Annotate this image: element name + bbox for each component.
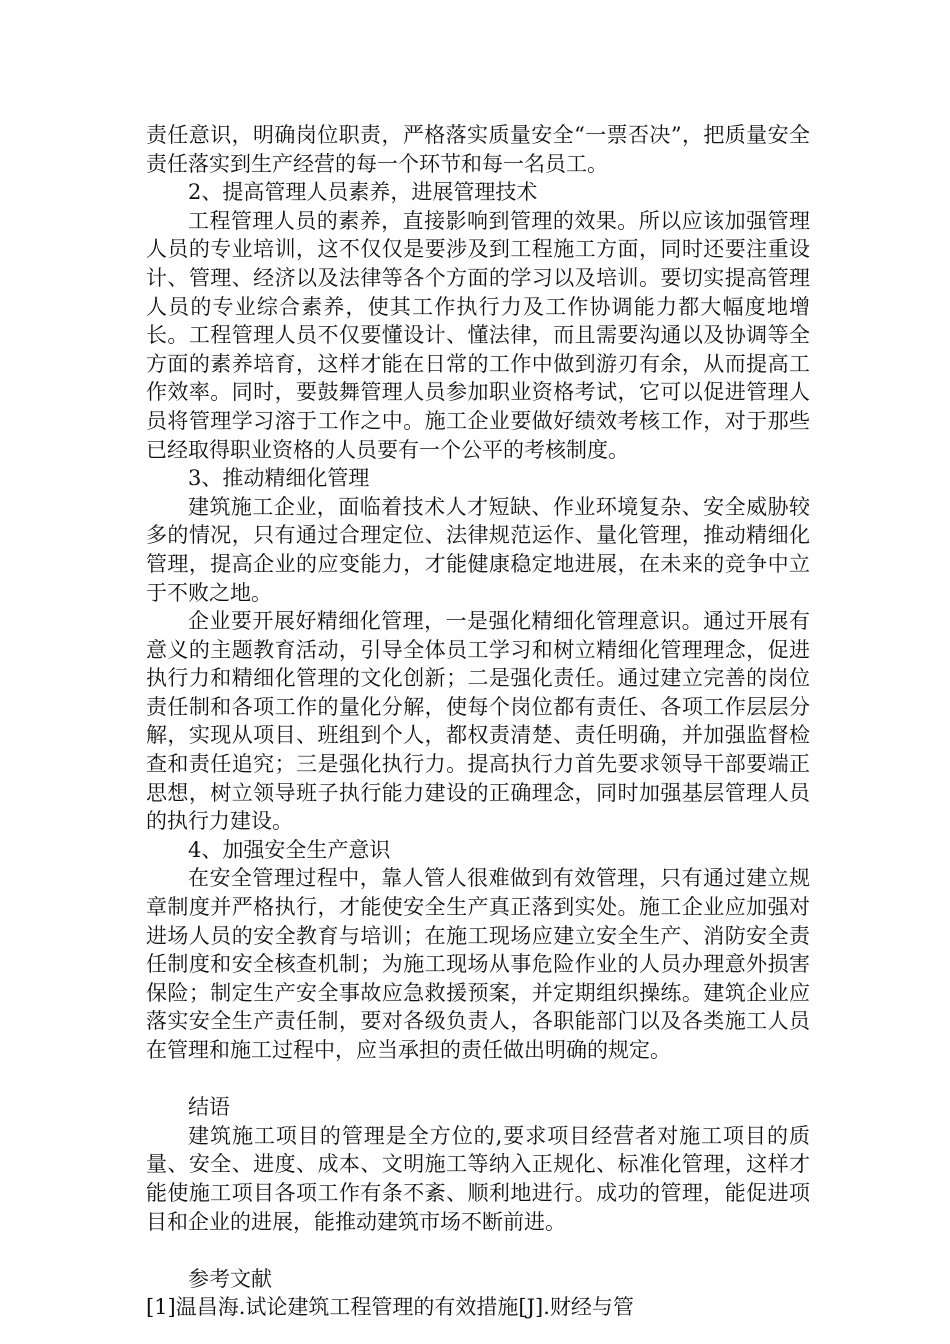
document-page [146,121,810,1322]
paragraph-safety: 在安全管理过程中，靠人管人很难做到有效管理，只有通过建立规章制度并严格执行，才能使安全生产真正落到实处。施工企业应加强对进场人员的安全教育与培训；在施工现场应建立安全生产、消防安全责任制度和安全核查机制；为施工现场从事危险作业的人员办理意外损害保险；制定生产安全事故应急救援预案，并定期组织操练。建筑企业应落实安全生产责任制，要对各级负责人，各职能部门以及各类施工人员在管理和施工过程中，应当承担的责任做出明确的规定。 [146,866,810,1062]
references-heading: 参考文献 [188,1266,272,1291]
paragraph-conclusion: 建筑施工项目的管理是全方位的,要求项目经营者对施工项目的质量、安全、进度、成本、文明施工等纳入正规化、标准化管理，这样才能使施工项目各项工作有条不紊、顺利地进行。成功的管理，能促进项目和企业的进展，能推动建筑市场不断前进。 [146,1123,810,1234]
paragraph-refined-management-detail: 企业要开展好精细化管理，一是强化精细化管理意识。通过开展有意义的主题教育活动，引导全体员工学习和树立精细化管理理念，促进执行力和精细化管理的文化创新；二是强化责任。通过建立完善的岗位责任制和各项工作的量化分解，使每个岗位都有责任、各项工作层层分解，实现从项目、班组到个人，都权责清楚、责任明确，并加强监督检查和责任追究；三是强化执行力。提高执行力首先要求领导干部要端正思想，树立领导班子执行能力建设的正确理念，同时加强基层管理人员的执行力建设。 [146,609,810,834]
paragraph-management-quality: 工程管理人员的素养，直接影响到管理的效果。所以应该加强管理人员的专业培训，这不仅仅是要涉及到工程施工方面，同时还要注重设计、管理、经济以及法律等各个方面的学习以及培训。要切实提高管理人员的专业综合素养，使其工作执行力及工作协调能力都大幅度地增长。工程管理人员不仅要懂设计、懂法律，而且需要沟通以及协调等全方面的素养培育，这样才能在日常的工作中做到游刃有余，从而提高工作效率。同时，要鼓舞管理人员参加职业资格考试，它可以促进管理人员将管理学习溶于工作之中。施工企业要做好绩效考核工作，对于那些已经取得职业资格的人员要有一个公平的考核制度。 [146,208,810,462]
paragraph-responsibility: 责任意识，明确岗位职责，严格落实质量安全“一票否决”，把质量安全责任落实到生产经营的每一个环节和每一名员工。 [146,123,810,176]
section-heading-4: 4、加强安全生产意识 [188,837,391,862]
reference-item: [1]温昌海.试论建筑工程管理的有效措施[J].财经与管 [146,1295,634,1320]
section-heading-3: 3、推动精细化管理 [188,466,370,491]
spacer [146,1236,810,1265]
paragraph-refined-management: 建筑施工企业，面临着技术人才短缺、作业环境复杂、安全威胁较多的情况，只有通过合理定位、法律规范运作、量化管理，推动精细化管理，提高企业的应变能力，才能健康稳定地进展，在未来的竞争中立于不败之地。 [146,494,810,605]
spacer [146,1065,810,1094]
conclusion-heading: 结语 [188,1095,230,1120]
section-heading-2: 2、提高管理人员素养，进展管理技术 [188,180,538,205]
